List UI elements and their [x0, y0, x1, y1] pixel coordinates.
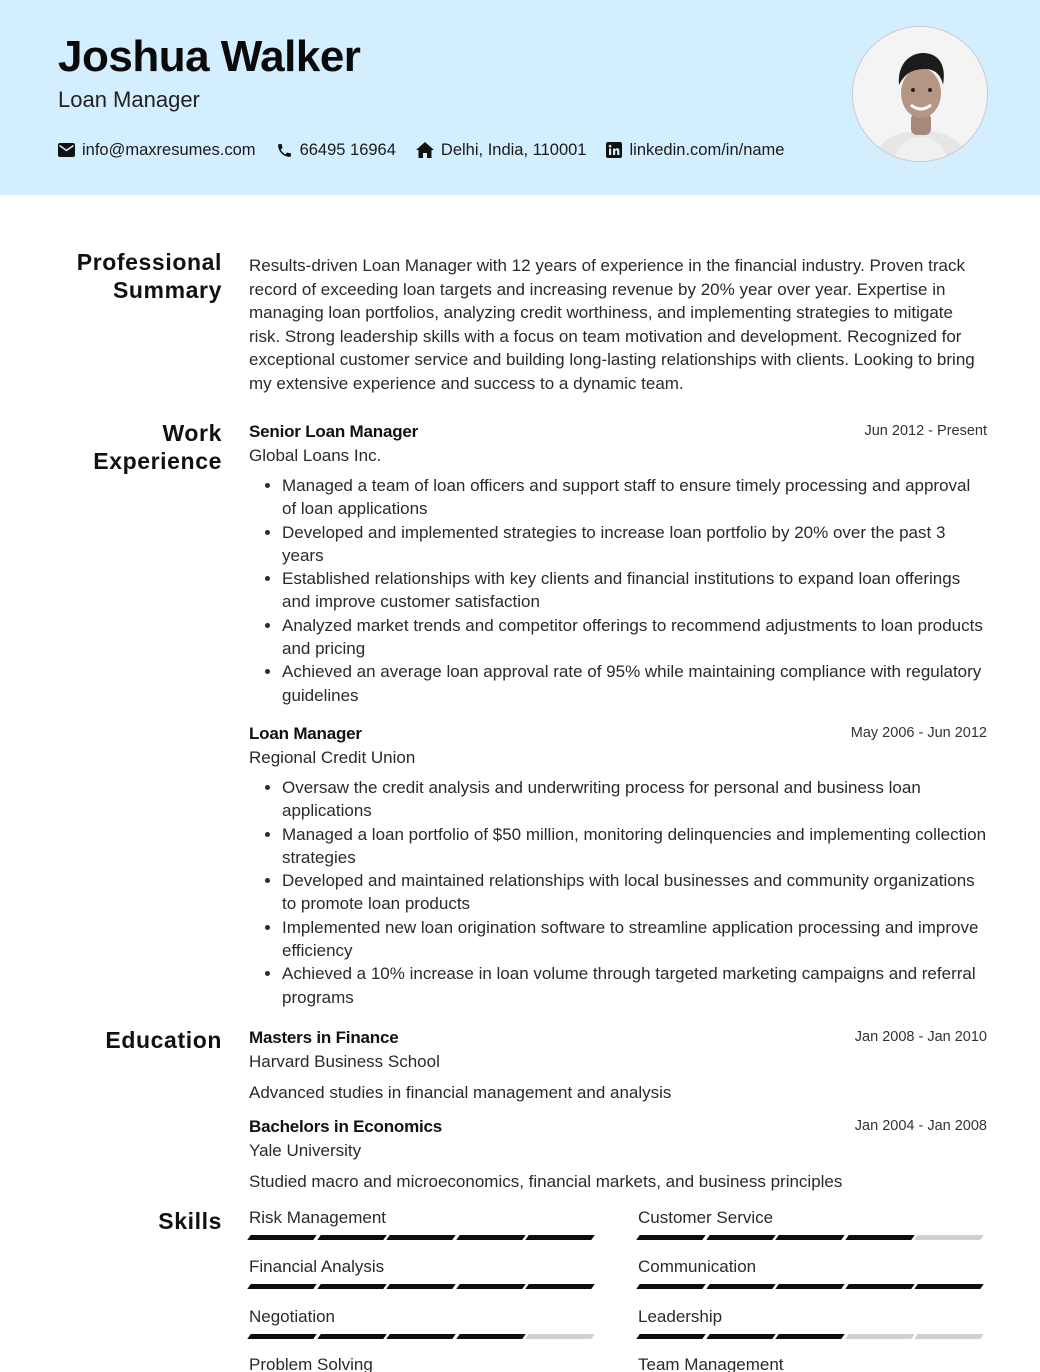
- section-label-education: Education: [105, 1027, 222, 1053]
- job-bullet: • Analyzed market trends and competitor offerings to recommend adjustments to loan products and pricing: [282, 614, 987, 661]
- job-bullet: • Developed and maintained relationships with local businesses and community organizations to promote loan products: [282, 869, 987, 916]
- job-dates: Jun 2012 - Present: [864, 423, 987, 439]
- skill-item: [249, 1354, 597, 1372]
- envelope-icon: [58, 143, 75, 157]
- label-line: Professional: [76, 249, 222, 275]
- skill-segment-empty: [915, 1334, 984, 1339]
- skill-segment-filled: [845, 1235, 914, 1240]
- job-bullets: [249, 474, 987, 707]
- skill-segment-filled: [386, 1284, 455, 1289]
- skill-item: [638, 1306, 986, 1339]
- job-title: Senior Loan Manager: [249, 422, 419, 441]
- job-dates: May 2006 - Jun 2012: [850, 725, 987, 741]
- skill-segment-filled: [247, 1284, 316, 1289]
- education-description: Advanced studies in financial management and analysis: [249, 1083, 672, 1102]
- skill-segment-filled: [317, 1284, 386, 1289]
- contact-email[interactable]: [58, 141, 256, 160]
- skill-segment-filled: [386, 1334, 455, 1339]
- phone-text: 66495 16964: [299, 140, 396, 159]
- label-line: Experience: [93, 448, 222, 474]
- skill-segment-filled: [775, 1334, 844, 1339]
- home-icon: [416, 142, 434, 158]
- skill-segment-empty: [915, 1235, 984, 1240]
- skill-segment-filled: [636, 1334, 705, 1339]
- skill-segment-filled: [456, 1334, 525, 1339]
- skill-segment-filled: [456, 1284, 525, 1289]
- education-entry: [249, 1116, 987, 1193]
- skill-item: [638, 1354, 986, 1372]
- candidate-name: Joshua Walker: [58, 32, 361, 81]
- job-title: Loan Manager: [249, 724, 362, 743]
- skill-segment-filled: [845, 1284, 914, 1289]
- location-text: Delhi, India, 110001: [440, 140, 587, 159]
- skill-item: [249, 1256, 597, 1289]
- job-bullet: • Achieved an average loan approval rate of 95% while maintaining compliance with regulatory guidelines: [282, 660, 987, 707]
- skill-name: Negotiation: [249, 1307, 336, 1326]
- job-entry: [249, 421, 987, 707]
- skill-level-bar: [249, 1284, 597, 1289]
- skill-name: Risk Management: [249, 1208, 387, 1227]
- skill-segment-filled: [526, 1235, 595, 1240]
- skill-segment-filled: [915, 1284, 984, 1289]
- skill-level-bar: [638, 1334, 986, 1339]
- school-name: Yale University: [249, 1141, 362, 1160]
- linkedin-text: linkedin.com/in/name: [629, 140, 785, 159]
- job-company: Regional Credit Union: [249, 748, 416, 767]
- degree-title: Masters in Finance: [249, 1028, 399, 1047]
- education-dates: Jan 2008 - Jan 2010: [854, 1029, 987, 1045]
- skill-segment-filled: [456, 1235, 525, 1240]
- skill-segment-filled: [526, 1284, 595, 1289]
- skill-segment-empty: [845, 1334, 914, 1339]
- skill-segment-filled: [775, 1284, 844, 1289]
- education-description: Studied macro and microeconomics, financial markets, and business principles: [249, 1172, 843, 1191]
- education-dates: Jan 2004 - Jan 2008: [854, 1118, 987, 1134]
- skill-segment-filled: [317, 1334, 386, 1339]
- job-bullet: • Established relationships with key clients and financial institutions to expand loan offerings and improve customer satisfaction: [282, 567, 987, 614]
- contact-location: [416, 141, 587, 160]
- skill-item: [638, 1207, 986, 1240]
- skill-segment-filled: [775, 1235, 844, 1240]
- job-bullet: • Managed a team of loan officers and support staff to ensure timely processing and approval of loan applications: [282, 474, 987, 521]
- job-company: Global Loans Inc.: [249, 446, 382, 465]
- label-line: Work: [162, 420, 222, 446]
- skill-segment-filled: [706, 1284, 775, 1289]
- skill-item: [249, 1207, 597, 1240]
- skill-name: Leadership: [638, 1307, 723, 1326]
- job-bullet: • Achieved a 10% increase in loan volume through targeted marketing campaigns and referral programs: [282, 962, 987, 1009]
- skill-name: Financial Analysis: [249, 1257, 385, 1276]
- candidate-role: Loan Manager: [58, 87, 200, 112]
- degree-title: Bachelors in Economics: [249, 1117, 443, 1136]
- skill-segment-filled: [247, 1235, 316, 1240]
- contact-phone[interactable]: [276, 141, 396, 160]
- job-bullet: • Oversaw the credit analysis and underwriting process for personal and business loan applications: [282, 776, 987, 823]
- skill-segment-filled: [636, 1235, 705, 1240]
- phone-icon: [276, 142, 293, 159]
- skill-name: Communication: [638, 1257, 757, 1276]
- skill-item: [249, 1306, 597, 1339]
- skill-name: Team Management: [638, 1355, 784, 1372]
- label-line: Summary: [112, 277, 222, 303]
- section-label-skills: Skills: [158, 1208, 222, 1234]
- skill-item: [638, 1256, 986, 1289]
- skill-segment-filled: [317, 1235, 386, 1240]
- job-entry: [249, 723, 987, 1009]
- section-label-summary: [77, 248, 222, 304]
- skill-segment-filled: [386, 1235, 455, 1240]
- skill-segment-filled: [706, 1235, 775, 1240]
- summary-text: Results-driven Loan Manager with 12 years of experience in the financial industry. Proven track record of exceeding loan targets and increasing revenue by 20% year over year. Expertise in managing loan portfolios, analyzing credit worthiness, and implementing strategies to mitigate risk. Strong leadership skills with a focus on team motivation and development. Recognized for exceptional customer service and building long-lasting relationships with clients. Looking to bring my extensive experience and success to a dynamic team.: [249, 256, 975, 393]
- skill-level-bar: [638, 1235, 986, 1240]
- skill-segment-empty: [526, 1334, 595, 1339]
- person-portrait-icon: [853, 27, 988, 162]
- contact-row: [58, 138, 804, 162]
- skill-segment-filled: [247, 1334, 316, 1339]
- contact-linkedin[interactable]: [606, 141, 784, 160]
- skill-segment-filled: [636, 1284, 705, 1289]
- job-bullet: • Developed and implemented strategies to increase loan portfolio by 20% over the past 3 years: [282, 521, 987, 568]
- email-text: info@maxresumes.com: [82, 140, 256, 159]
- skill-level-bar: [638, 1284, 986, 1289]
- resume-header: [0, 0, 1040, 195]
- school-name: Harvard Business School: [249, 1052, 440, 1071]
- job-bullet: • Managed a loan portfolio of $50 million, monitoring delinquencies and implementing collection strategies: [282, 823, 987, 870]
- job-bullets: [249, 776, 987, 1009]
- skill-name: Problem Solving: [249, 1355, 373, 1372]
- linkedin-icon: [606, 142, 622, 158]
- profile-photo: [852, 26, 988, 162]
- skill-segment-filled: [706, 1334, 775, 1339]
- skill-level-bar: [249, 1235, 597, 1240]
- skill-level-bar: [249, 1334, 597, 1339]
- education-entry: [249, 1027, 987, 1104]
- job-bullet: • Implemented new loan origination software to streamline application processing and improve efficiency: [282, 916, 987, 963]
- skill-name: Customer Service: [638, 1208, 774, 1227]
- section-label-work: [93, 419, 222, 475]
